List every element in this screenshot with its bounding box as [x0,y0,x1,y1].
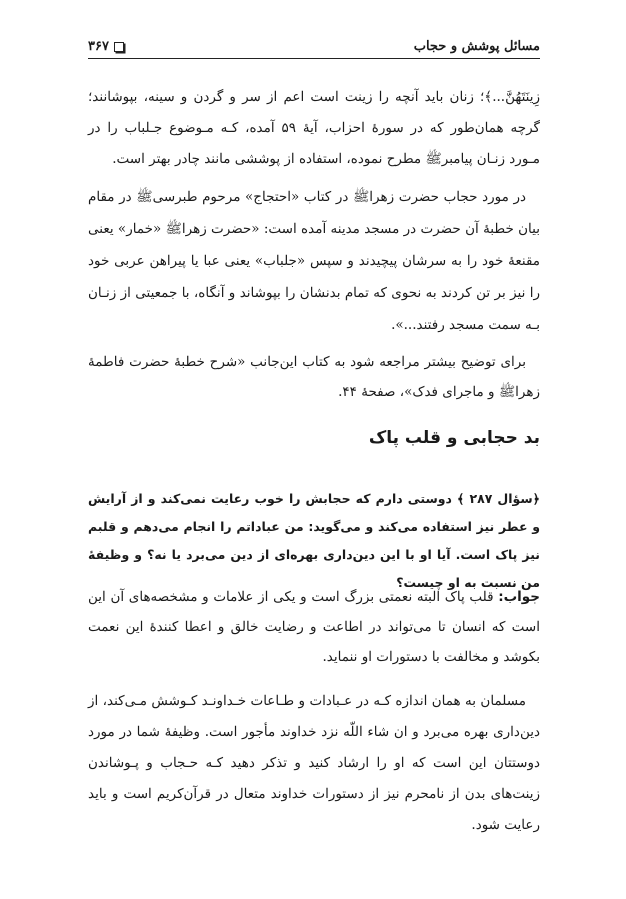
answer-label: جواب: [498,588,540,605]
paragraph-4: مسلمان به همان اندازه کـه در عـبادات و طـاعات خـداونـد کـوشش مـی‌کند، از دین‌داری بهره می‌برد و ان شاء اللّه نزد خداوند مأجور است. وظیفۀ شما در مورد دوستتان این است که او را ارشاد کنید و تذکر دهید کـه حـجاب و پـوشاندن زینت‌های بدن از نامحرم نیز از دستورات خداوند متعال در قرآن‌کریم است و باید رعایت شود. [88,692,540,833]
section-heading: بد حجابی و قلب پاک [368,428,540,448]
paragraph-3: برای توضیح بیشتر مراجعه شود به کتاب این‌جانب «شرح خطبۀ حضرت فاطمۀ زهراﷺ و ماجرای فدک»، صفحۀ ۴۴. [88,354,540,400]
page-number-block [88,36,124,58]
running-header [88,36,540,59]
answer-paragraph [88,582,540,672]
page-number: ۳۶۷ [88,39,109,54]
answer-text: قلب پاک البته نعمتی بزرگ است و یکی از علامات و مشخصه‌های آن این است که انسان تا می‌تواند در اطاعت و رضایت خالق و اعطا کنندۀ این نعمت بکوشد و مخالفت با دستورات او ننماید. [88,588,540,665]
header-title: مسائل پوشش و حجاب [413,39,540,54]
body-text [88,82,540,407]
paragraph-2: در مورد حجاب حضرت زهراﷺ در کتاب «احتجاج» مرحوم طبرسیﷺ در مقام بیان خطبۀ آن حضرت در مسجد مدینه آمده است: «حضرت زهراﷺ «خمار» یعنی مقنعۀ خود را به سرشان پیچیدند و سپس «جلباب» یعنی عبا یا پیراهن عربی خود را نیز بر تن کردند به نحوی که تمام بدنشان را بپوشاند و آنگاه، با جمعیتی از زنـان بـه سمت مسجد رفتند...». [88,189,540,333]
square-ornament-icon [114,42,124,52]
question-287: ﴿سؤال ۲۸۷ ﴾ دوستی دارم که حجابش را خوب رعایت نمی‌کند و از آرایش و عطر نیز استفاده می‌کند و می‌گوید: من عباداتم را انجام می‌دهم و قلبم نیز پاک است. آیا او با این دین‌داری بهره‌ای از دین می‌برد یا نه؟ و وظیفۀ من نسبت به او چیست؟ [88,490,541,590]
paragraph-1: زِینَتَهُنَّ...﴾؛ زنان باید آنچه را زینت است اعم از سر و گردن و سینه، بپوشانند؛ گرچه همان‌طور که در سورۀ احزاب، آیۀ ۵۹ آمده، کـه مـوضوع جـلباب را در مـورد زنـان پیامبرﷺ مطرح نموده، استفاده از پوششی مانند چادر بهتر است. [88,89,540,167]
